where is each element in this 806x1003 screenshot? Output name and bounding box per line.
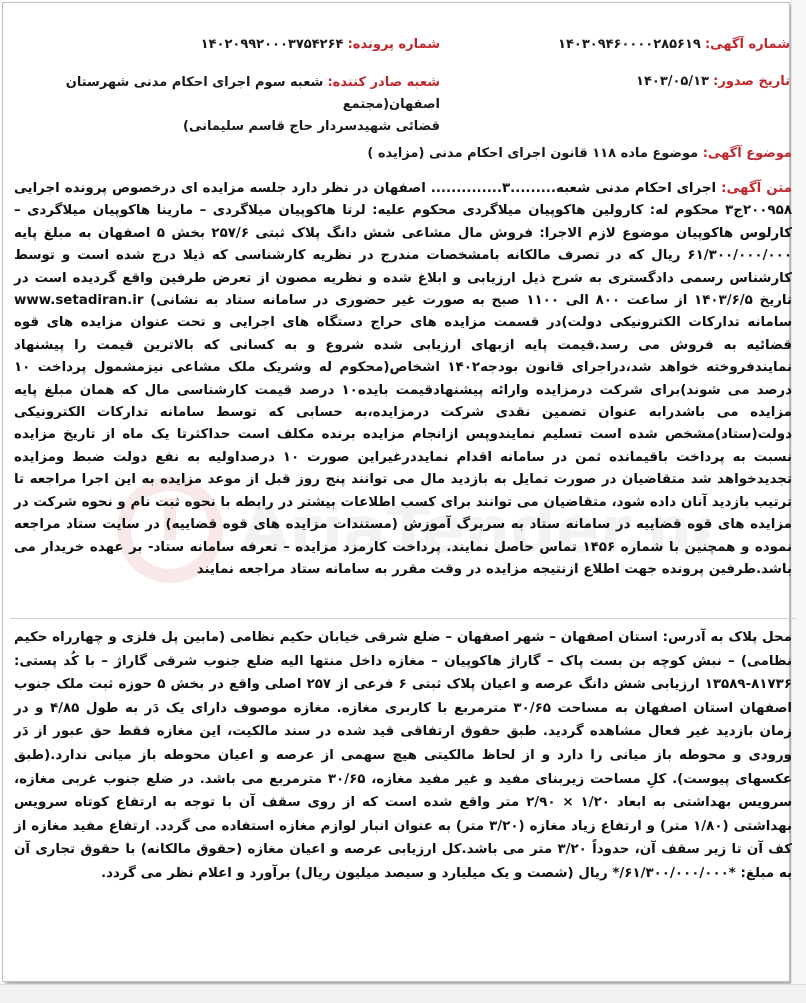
ad-number xyxy=(558,35,790,55)
case-number xyxy=(201,35,440,55)
issue-date xyxy=(636,72,790,92)
property-description xyxy=(14,626,792,886)
issuer-value-line1: شعبه سوم اجرای احکام مدنی شهرستان اصفهان(مجتمع xyxy=(65,75,440,112)
issue-date-label: تاریخ صدور: xyxy=(713,74,790,89)
section-divider xyxy=(10,618,796,619)
issuer-label: شعبه صادر کننده: xyxy=(327,75,440,90)
body-text: اجرای احکام مدنی شعبه.........۳.............. اصفهان در نظر دارد جلسه مزایده ای درخصوص پرونده اجرایی ۲۰۰۹۵۸ج۳ محکوم له: کارولین هاکوپیان میلاگردی محکوم علیه: لرتا هاکوپیان میلاگردی – مارینا هاکوپیان میلاگردی – کارلوس هاکوپیان موضوع لازم الاجرا: فروش مال مشاعی شش دانگ پلاک ثبتی ۲۵۷/۶ بخش ۵ اصفهان به مبلغ پایه ۶۱/۳۰۰/۰۰۰/۰۰۰ ریال که در تصرف مالکانه بامشخصات مندرج در نظریه کارشناسی که ذیلا درج شده است و توسط کارشناس رسمی دادگستری به شرح ذیل ارزیابی و ابلاغ شده و نظریه مصون از تعرض طرفین واقع گردیده است در تاریخ ۱۴۰۳/۶/۵ از ساعت ۸۰۰ الی ۱۱۰۰ صبح به صورت غیر حضوری در سامانه ستاد به نشانی) www.setadiran.ir سامانه تدارکات الکترونیکی دولت)در قسمت مزایده های حراج دستگاه های اجرایی و تحت عنوان مزایده های قوه قضائیه به فروش می رسد.قیمت پایه ازبهای ارزیابی شده شروع و به کسانی که بالاترین قیمت را پیشنهاد نمایندفروخته خواهد شد،دراجرای قانون بودجه۱۴۰۲ اشخاص(محکوم له وشریک ملک مشاعی نیزمشمول پرداخت ۱۰ درصد می شوند)برای شرکت درمزایده وارائه پیشنهادقیمت بایده۱۰ درصد قیمت کارشناسی مال که همان مبلغ پایه مزایده می باشدرابه عنوان تضمین نقدی شرکت درمزایده،به حسابی که توسط سامانه تدارکات الکترونیکی دولت(ستاد)مشخص شده است تسلیم نمایندوپس ازانجام مزایده برنده مکلف است حداکثرتا یک ماه از تاریخ مزایده نسبت به پرداخت باقیمانده ثمن در سامانه اقدام نمایددرغیراین صورت ۱۰ درصداولیه به نفع دولت ضبط ومزایده تجدیدخواهد شد متقاضیان در صورت تمایل به بازدید مال می توانند پنج روز قبل از موعد مزایده به این اجرا مراجعه تا ترتیب بازدید آنان داده شود، متقاضیان می توانند برای کسب اطلاعات بیشتر در رابطه با نحوه ثبت نام و نحوه شرکت در مزایده های قوه قضاییه در سامانه ستاد به سربرگ آموزش (مستندات مزایده های قوه قضاییه) در سایت ستاد مراجعه نموده و همچنین با شماره ۱۴۵۶ تماس حاصل نمایند. پرداخت کارمزد مزایده – تعرفه سامانه ستاد- بر عهده خریدار می باشد.طرفین پرونده جهت اطلاع ازنتیجه مزایده در وقت مقرر به سامانه ستاد مراجعه نمایند xyxy=(14,181,793,577)
issuer-value-line2: قضائی شهیدسردار حاج قاسم سلیمانی) xyxy=(183,119,440,134)
ad-number-value: ۱۴۰۳۰۹۴۶۰۰۰۰۲۸۵۶۱۹ xyxy=(558,37,701,52)
notice-body xyxy=(14,178,792,581)
case-number-label: شماره پرونده: xyxy=(347,37,440,52)
body-label: متن آگهی: xyxy=(721,181,792,196)
subject-label: موضوع آگهی: xyxy=(702,146,792,161)
property-text: محل پلاک به آدرس: استان اصفهان – شهر اصفهان – ضلع شرقی خیابان حکیم نظامی (مابین پل فلزی و چهارراه حکیم نظامی) – نبش کوچه بن بست پاک – گاراژ هاکوپیان – مغازه داخل منتها الیه ضلع جنوب شرقی گاراژ – با کُد پستی: ۸۱۷۳۶-۱۳۵۸۹ ارزیابی شش دانگ عرصه و اعیان پلاک ثبتی ۶ فرعی از ۲۵۷ اصلی واقع در بخش ۵ حوزه ثبت ملک جنوب اصفهان استان اصفهان به مساحت ۳۰/۶۵ مترمربع با کاربری مغازه. مغازه موصوف دارای یک دَر به طول ۴/۸۵ و در زمان بازدید غیر فعال مشاهده گردید. طبق حقوق ارتفاقی قید شده در سند مالکیت، این مغازه فقط حق عبور از دَر ورودی و محوطه باز میانی را دارد و از لحاظ مالکیتی هیچ سهمی از عرصه و اعیان محوطه باز میانی ندارد.(طبق عکسهای پیوست). کلِ مساحت زیربنای مفید و غیر مفید مغازه، ۳۰/۶۵ مترمربع می باشد. در ضلع جنوب غربی مغازه، سرویس بهداشتی به ابعاد ۱/۲۰ × ۲/۹۰ متر واقع شده است که از روی سقف آن با توجه به ارتفاع کوتاه سرویس بهداشتی (۱/۸۰ متر) و ارتفاع زیاد مغازه (۳/۲۰ متر) به عنوان انبار لوازم مغازه استفاده می گردد. ارتفاع مفید مغازه از کف آن تا زیر سقف آن، حدوداً ۳/۲۰ متر می باشد.کل ارزیابی عرصه و اعیان مغازه (حقوق مالکانه) با حقوق تجاری آن به مبلغ: *۶۱/۳۰۰/۰۰۰/۰۰۰/* ریال (شصت و یک میلیارد و سیصد میلیون ریال) برآورد و اعلام نظر می گردد. xyxy=(14,630,793,881)
scrollbar-track[interactable] xyxy=(791,0,806,984)
horizontal-scrollbar[interactable] xyxy=(0,984,806,1003)
ad-number-label: شماره آگهی: xyxy=(704,37,790,52)
issuer xyxy=(20,72,440,138)
subject-value: موضوع ماده ۱۱۸ قانون اجرای احکام مدنی (مزایده ) xyxy=(367,146,699,161)
issue-date-value: ۱۴۰۳/۰۵/۱۳ xyxy=(636,74,709,89)
subject xyxy=(367,146,792,161)
case-number-value: ۱۴۰۲۰۹۹۲۰۰۰۳۷۵۴۲۶۴ xyxy=(200,37,344,52)
